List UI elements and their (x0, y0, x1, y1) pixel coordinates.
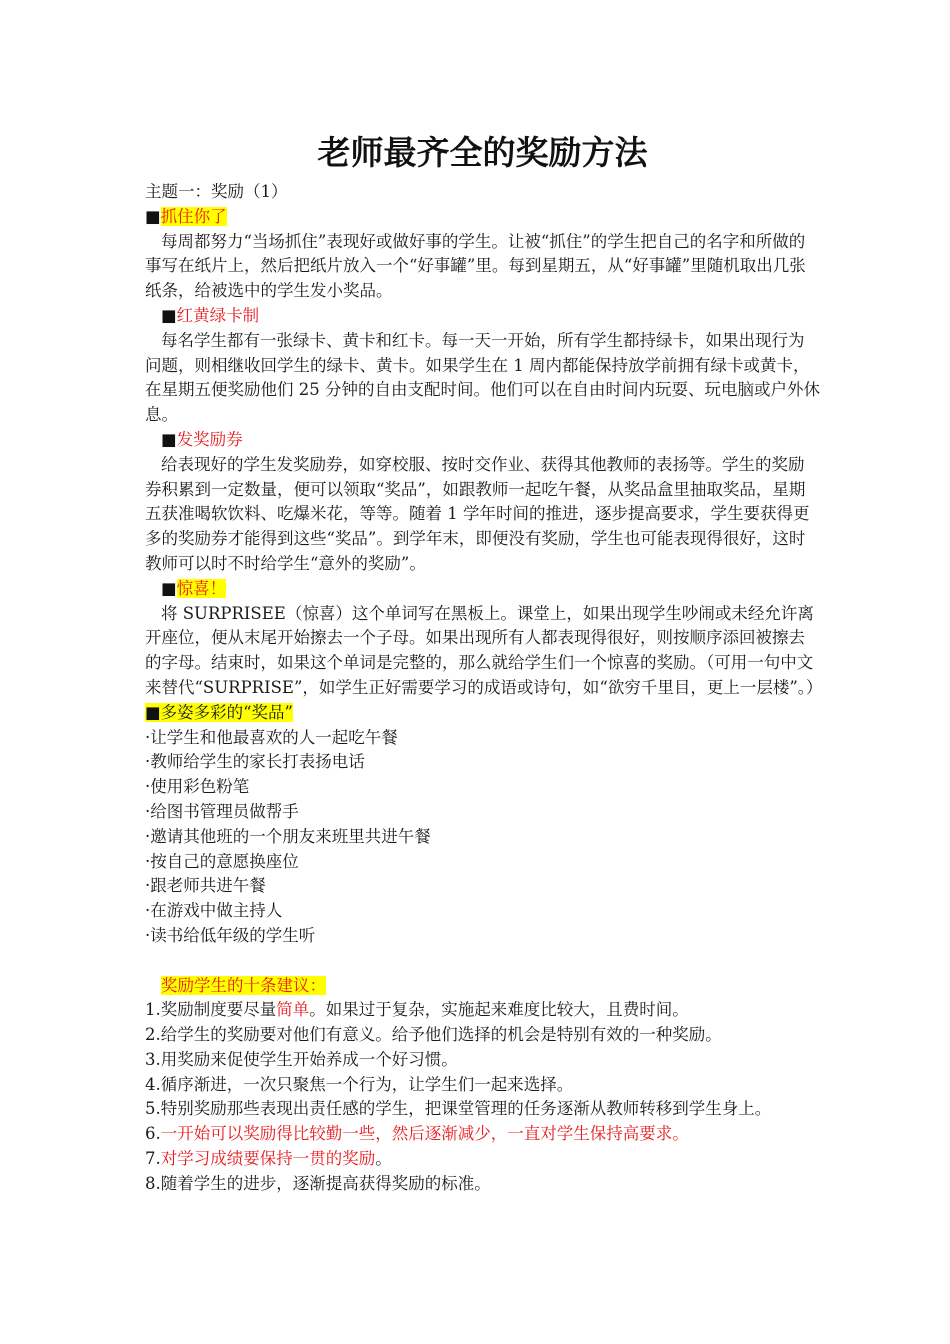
list-item: ·教师给学生的家长打表扬电话 (145, 752, 365, 772)
item-text: 。如果过于复杂，实施起来难度比较大，且费时间。 (309, 1000, 689, 1020)
item-number: 6. (145, 1124, 161, 1144)
tips-list (145, 998, 820, 1196)
list-item (145, 1122, 820, 1147)
list-item: ·在游戏中做主持人 (145, 901, 283, 921)
list-item: ·邀请其他班的一个朋友来班里共进午餐 (145, 826, 431, 846)
list-item: ·读书给低年级的学生听 (145, 925, 316, 945)
item-number: 2. (145, 1025, 161, 1045)
section-heading-coupons (145, 428, 820, 453)
list-item (145, 1073, 820, 1098)
square-bullet-icon: ■ (161, 429, 177, 449)
section-heading-text: 惊喜！ (176, 578, 227, 598)
tips-heading (145, 974, 820, 999)
item-number: 7. (145, 1149, 161, 1169)
square-bullet-icon: ■ (145, 702, 161, 722)
list-item: ·使用彩色粉笔 (145, 777, 250, 797)
section-heading-surprise (145, 577, 820, 602)
list-item: ·给图书管理员做帮手 (145, 801, 299, 821)
section-heading-gifts (145, 701, 820, 726)
section-heading-catch (145, 205, 820, 230)
item-text: 奖励制度要尽量 (160, 1000, 277, 1020)
square-bullet-icon: ■ (145, 206, 161, 226)
item-number: 4. (145, 1074, 161, 1094)
section-heading-text: 红黄绿卡制 (176, 305, 260, 325)
item-number: 1. (145, 1000, 161, 1020)
item-emphasis: 简单 (276, 1000, 310, 1020)
item-text: 用奖励来促使学生开始养成一个好习惯。 (160, 1049, 458, 1069)
list-item (145, 1147, 820, 1172)
list-item (145, 1048, 820, 1073)
list-item: ·跟老师共进午餐 (145, 876, 266, 896)
tips-heading-text: 奖励学生的十条建议： (161, 975, 326, 995)
gift-list (145, 726, 820, 949)
section-body-cards: 每名学生都有一张绿卡、黄卡和红卡。每一天一开始，所有学生都持绿卡，如果出现行为问题，则相继收回学生的绿卡、黄卡。如果学生在 1 周内都能保持放学前拥有绿卡或黄卡，在星期五便奖励他们 25 分钟的自由支配时间。他们可以在自由时间内玩耍、玩电脑或户外休息。 (145, 330, 820, 425)
list-item (145, 998, 820, 1023)
item-text: 。 (375, 1149, 392, 1169)
document-title: 老师最齐全的奖励方法 (317, 133, 648, 172)
spacer (145, 949, 820, 974)
section-heading-text: 多姿多彩的“奖品” (160, 702, 293, 722)
item-number: 8. (145, 1173, 161, 1193)
item-text: 给学生的奖励要对他们有意义。给予他们选择的机会是特别有效的一种奖励。 (160, 1025, 722, 1045)
item-text: 随着学生的进步，逐渐提高获得奖励的标准。 (160, 1173, 491, 1193)
section-body-catch: 每周都努力“当场抓住”表现好或做好事的学生。让被“抓住”的学生把自己的名字和所做的事写在纸片上，然后把纸片放入一个“好事罐”里。每到星期五，从“好事罐”里随机取出几张纸条，给被选中的学生发小奖品。 (145, 231, 806, 301)
list-item: ·让学生和他最喜欢的人一起吃午餐 (145, 727, 398, 747)
document-subtitle: 主题一：奖励（1） (145, 182, 288, 201)
section-heading-text: 发奖励券 (176, 429, 243, 449)
list-item (145, 1097, 820, 1122)
section-body-coupons: 给表现好的学生发奖励券，如穿校服、按时交作业、获得其他教师的表扬等。学生的奖励券积累到一定数量，便可以领取“奖品”，如跟教师一起吃午餐，从奖品盒里抽取奖品，星期五获准喝软饮料、吃爆米花，等等。随着 1 学年时间的推进，逐步提高要求，学生要获得更多的奖励券才能得到这些“奖品”。到学年末，即便没有奖励，学生也可能表现得很好，这时教师可以时不时给学生“意外的奖励”。 (145, 454, 810, 573)
item-emphasis: 对学习成绩要保持一贯的奖励 (160, 1149, 376, 1169)
square-bullet-icon: ■ (161, 578, 177, 598)
list-item (145, 1172, 820, 1197)
square-bullet-icon: ■ (161, 305, 177, 325)
list-item: ·按自己的意愿换座位 (145, 851, 299, 871)
item-number: 3. (145, 1049, 161, 1069)
item-number: 5. (145, 1099, 161, 1119)
section-heading-text: 抓住你了 (160, 206, 227, 226)
list-item (145, 1023, 820, 1048)
section-body-surprise: 将 SURPRISEE（惊喜）这个单词写在黑板上。课堂上，如果出现学生吵闹或未经允许离开座位，便从末尾开始擦去一个子母。如果出现所有人都表现得很好，则按顺序添回被擦去的字母。结束时，如果这个单词是完整的，那么就给学生们一个惊喜的奖励。（可用一句中文来替代“SURPRISE”，如学生正好需要学习的成语或诗句，如“欲穷千里目，更上一层楼”。） (145, 603, 823, 697)
section-heading-cards (145, 304, 820, 329)
document-page (145, 128, 823, 1197)
item-text: 特别奖励那些表现出责任感的学生，把课堂管理的任务逐渐从教师转移到学生身上。 (160, 1099, 772, 1119)
item-emphasis: 一开始可以奖励得比较勤一些，然后逐渐减少，一直对学生保持高要求。 (160, 1124, 689, 1144)
item-text: 循序渐进，一次只聚焦一个行为，让学生们一起来选择。 (160, 1074, 574, 1094)
